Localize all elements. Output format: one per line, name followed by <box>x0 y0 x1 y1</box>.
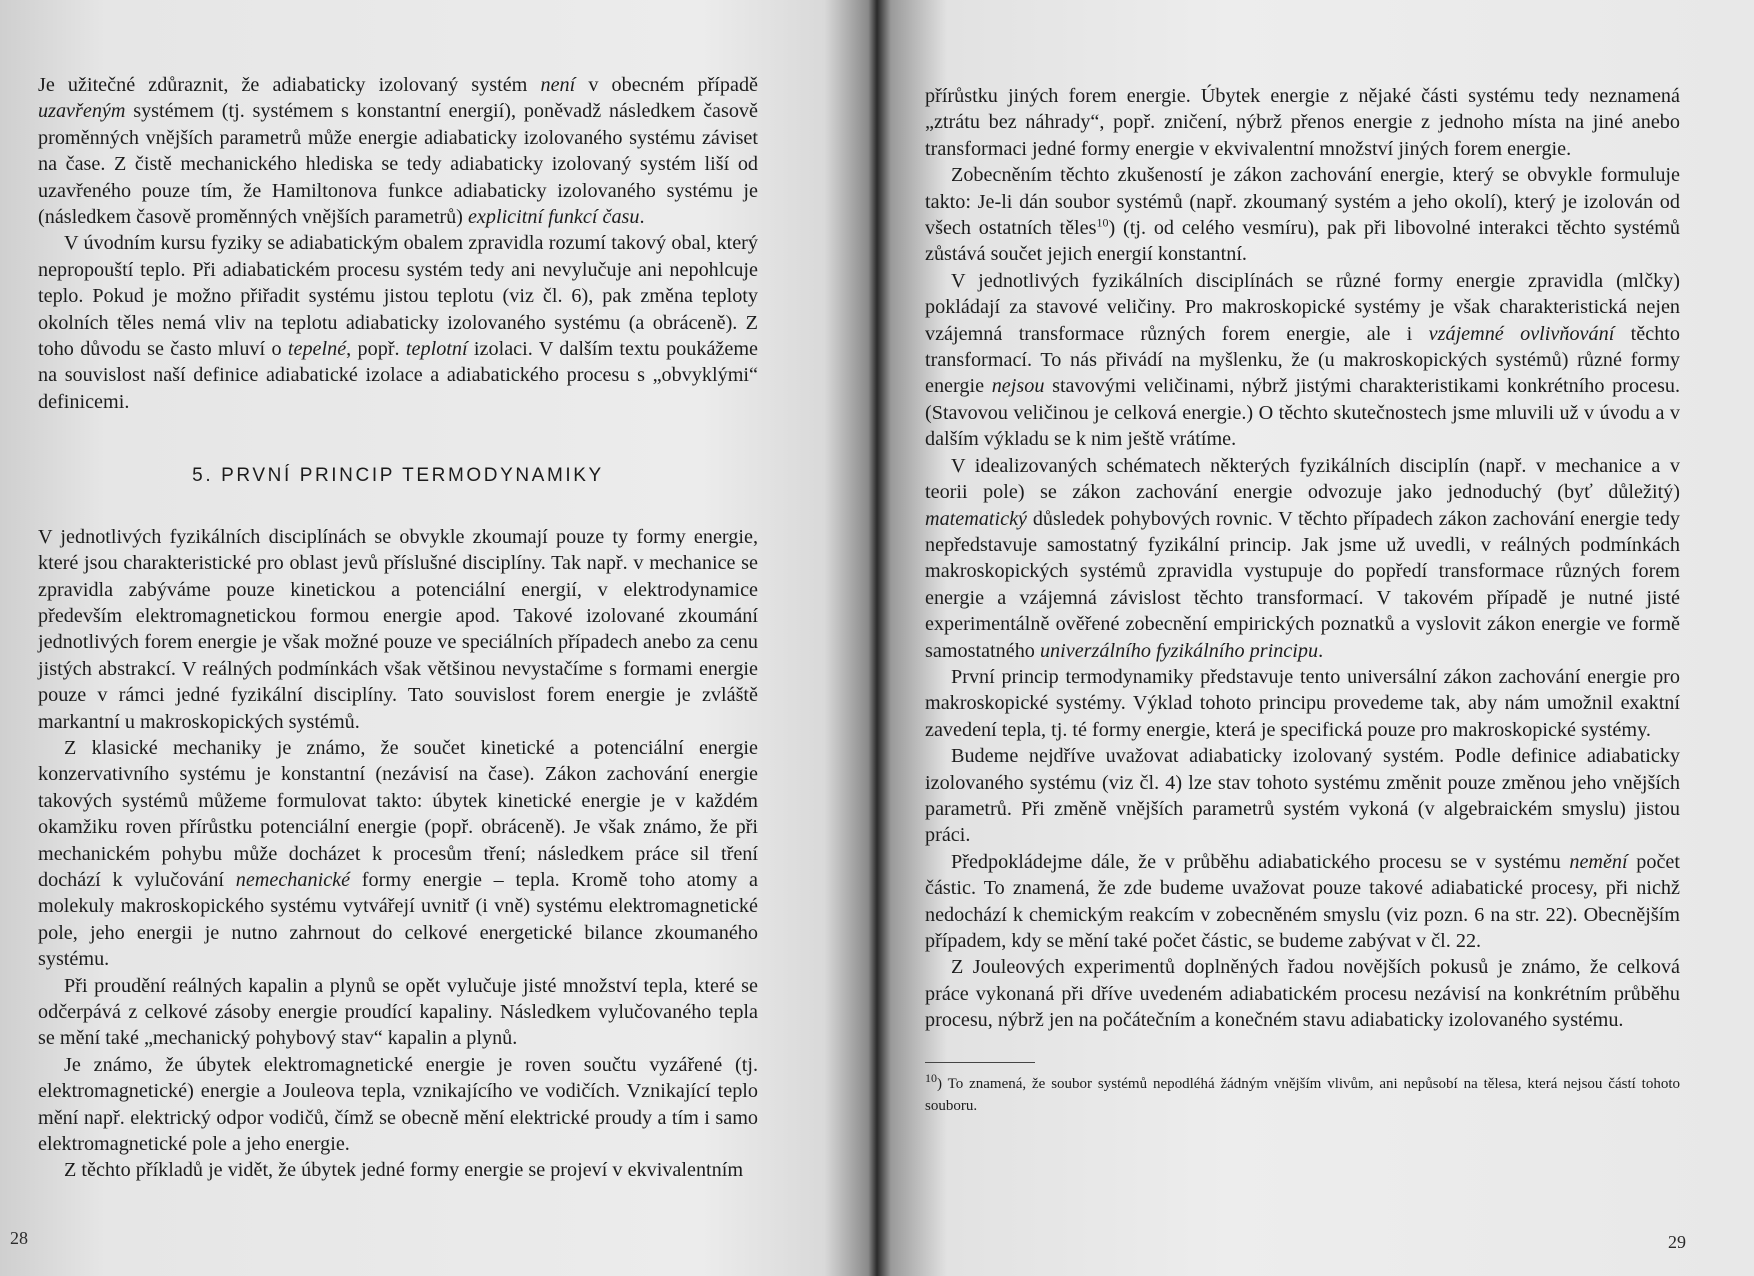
emphasis-text: není <box>540 74 576 96</box>
text-run: Budeme nejdříve uvažovat adiabaticky izolovaný systém. Podle definice adiabaticky izolovaného systému (viz čl. 4) lze stav tohoto systému změnit pouze změnou jeho vnějších parametrů. Při změně vnějších parametrů systém vykoná (v algebraickém smyslu) jistou práci. <box>925 745 1680 847</box>
text-run: V jednotlivých fyzikálních disciplínách se různé formy energie zpravidla (mlčky) pokládají za stavové veličiny. Pro makroskopické systémy je však charakteristická nejen vzájemná transformace různých forem energie, ale i <box>925 269 1680 345</box>
paragraph <box>925 268 1680 453</box>
text-run: ) (tj. od celého vesmíru), pak při libovolné interakci těchto systémů zůstává součet jejich energií konstantní. <box>925 217 1680 266</box>
footnote-marker: 10 <box>925 1070 937 1085</box>
text-run: V idealizovaných schématech některých fyzikálních disciplín (např. v mechanice a v teorii pole) se zákon zachování energie odvozuje jako jednoduchý (byť důležitý) <box>925 454 1680 504</box>
emphasis-text: matematický <box>925 507 1028 530</box>
paragraph <box>38 1052 758 1158</box>
paragraph <box>38 72 758 230</box>
text-run: Z klasické mechaniky je známo, že součet kinetické a potenciální energie konzervativního systému je konstantní (nezávisí na čase). Zákon zachování energie takových systémů můžeme formulovat takto: úbytek kinetické energie je v každém okamžiku roven přírůstku potenciální energie (popř. obráceně). Je však známo, že při mechanickém pohybu může docházet k procesům tření; následkem práce sil tření dochází k vylučování <box>38 736 758 891</box>
paragraph <box>925 954 1680 1033</box>
text-run: Zobecněním těchto zkušeností je zákon zachování energie, který se obvykle formuluje takto: Je-li dán soubor systémů (např. zkoumaný systém a jeho okolí), který je izolován od všech ostatních těles <box>925 164 1680 240</box>
text-run: počet částic. To znamená, že zde budeme uvažovat pouze takové adiabatické procesy, při nichž nedochází k chemickým reakcím v zobecněném smyslu (viz pozn. 6 na str. 22). Obecnějším případem, kdy se mění také počet částic, se budeme zabývat v čl. 22. <box>925 850 1680 952</box>
text-run: . <box>1318 639 1324 662</box>
footnote-marker: 10 <box>1096 215 1109 230</box>
text-run: Z těchto příkladů je vidět, že úbytek jedné formy energie se projeví v ekvivalentním <box>64 1159 744 1182</box>
text-run: Z Jouleových experimentů doplněných řadou novějších pokusů je známo, že celková práce vykonaná při dříve uvedeném adiabatickém procesu nezávisí na konkrétním průběhu procesu, nýbrž jen na počátečním a konečném stavu adiabaticky izolovaného systému. <box>925 956 1680 1032</box>
page-number-left: 28 <box>10 1228 28 1248</box>
text-run: důsledek pohybových rovnic. V těchto případech zákon zachování energie tedy nepředstavuje samostatný fyzikální princip. Jak jsme už uvedli, v reálných podmínkách makroskopických systémů zpravidla vystupuje do popředí transformace různých forem energie a vzájemná závislost těchto transformací. V takovém případě je nutné jisté experimentálně ověřené zobecnění empirických poznatků a vyslovit zákon energie ve formě samostatného <box>925 507 1680 662</box>
section-heading: 5. PRVNÍ PRINCIP TERMODYNAMIKY <box>192 465 604 487</box>
paragraph <box>925 162 1680 268</box>
left-page <box>0 0 860 1276</box>
paragraph <box>38 973 758 1052</box>
right-page <box>880 0 1754 1276</box>
emphasis-text: teplotní <box>405 338 468 361</box>
text-run: Je užitečné zdůraznit, že adiabaticky izolovaný systém <box>38 74 541 96</box>
text-run: izolaci. V dalším textu poukážeme na souvislost naší definice adiabatické izolace a adiabatického procesu s „obvyklými“ definicemi. <box>38 338 759 413</box>
text-run: , popř. <box>346 338 406 361</box>
paragraph <box>38 230 758 415</box>
paragraph <box>925 849 1680 955</box>
text-run: Předpokládejme dále, že v průběhu adiabatického procesu se v systému <box>951 850 1570 873</box>
text-run: V úvodním kursu fyziky se adiabatickým obalem zpravidla rozumí takový obal, který nepropouští teplo. Při adiabatickém procesu systém tedy ani nevylučuje ani nepohlcuje teplo. Pokud je možno přiřadit systému jistou teplotu (viz čl. 6), pak změna teploty okolních těles nemá vliv na teplotu adiabaticky izolovaného systému (a obráceně). Z toho důvodu se často mluví o <box>38 232 758 361</box>
text-run: v obecném případě <box>575 74 759 96</box>
footnote <box>925 1070 1680 1117</box>
text-run: přírůstku jiných forem energie. Úbytek energie z nějaké části systému tedy neznamená „ztrátu bez náhrady“, popř. zničení, nýbrž přenos energie z jednoho místa na jiné anebo transformaci jedné formy energie v ekvivalentní množství jiných forem energie. <box>925 85 1680 160</box>
footnote-divider <box>925 1062 1035 1063</box>
emphasis-text: tepelné <box>287 338 347 361</box>
paragraph <box>925 453 1680 664</box>
left-top-paragraphs <box>38 72 758 415</box>
text-run: ) To znamená, že soubor systémů nepodléhá žádným vnějším vlivům, ani nepůsobí na tělesa, která nejsou částí tohoto souboru. <box>925 1075 1680 1114</box>
emphasis-text: nemechanické <box>235 868 351 891</box>
emphasis-text: uzavřeným <box>38 100 126 123</box>
text-run: systémem (tj. systémem s konstantní energií), poněvadž následkem časově proměnných vnějších parametrů může energie adiabaticky izolovaného systému záviset na čase. Z čistě mechanického hlediska se tedy adiabaticky izolovaný systém liší od uzavřeného pouze tím, že Hamiltonova funkce adiabaticky izolovaného systému je (následkem časově proměnných vnějších parametrů) <box>38 100 758 229</box>
left-page-text <box>38 72 758 1184</box>
paragraph <box>38 1157 758 1183</box>
paragraph <box>925 743 1680 849</box>
text-run: formy energie – tepla. Kromě toho atomy a molekuly makroskopického systému vytvářejí uvnitř (i vně) systému elektromagnetické pole, jeho energii je nutno zahrnout do celkové energetické bilance zkoumaného systému. <box>38 868 758 971</box>
text-run: Při proudění reálných kapalin a plynů se opět vylučuje jisté množství tepla, které se odčerpává z celkové zásoby energie proudící kapaliny. Následkem vylučovaného tepla se mění také „mechanický pohybový stav“ kapalin a plynů. <box>38 974 758 1050</box>
text-run: Je známo, že úbytek elektromagnetické energie je roven součtu vyzářené (tj. elektromagnetické) energie a Jouleova tepla, vznikajícího ve vodičích. Vznikající teplo mění např. elektrický odpor vodičů, čímž se obecně mění elektrické proudy a tím i samo elektromagnetické pole a jeho energie. <box>38 1053 758 1156</box>
text-run: těchto transformací. To nás přivádí na myšlenku, že (u makroskopických systémů) různé formy energie <box>925 322 1680 398</box>
text-run: stavovými veličinami, nýbrž jistými charakteristikami konkrétního procesu. (Stavovou veličinou je celková energie.) O těchto skutečnostech jsme mluvili už v úvodu a v dalším výkladu se k nim ještě vrátíme. <box>925 375 1680 451</box>
emphasis-text: univerzálního fyzikálního principu <box>1039 639 1319 662</box>
emphasis-text: explicitní funkcí času <box>467 206 640 229</box>
emphasis-text: nemění <box>1569 850 1628 873</box>
paragraph <box>38 735 758 973</box>
page-number-right: 29 <box>1668 1232 1686 1252</box>
paragraph <box>925 664 1680 743</box>
left-bottom-paragraphs <box>38 524 758 1184</box>
emphasis-text: nejsou <box>991 375 1045 398</box>
paragraph <box>38 524 758 735</box>
emphasis-text: vzájemné ovlivňování <box>1428 322 1615 345</box>
paragraph <box>925 83 1680 162</box>
text-run: V jednotlivých fyzikálních disciplínách se obvykle zkoumají pouze ty formy energie, které jsou charakteristické pro oblast jevů příslušné disciplíny. Tak např. v mechanice se zpravidla zabýváme pouze kinetickou a potenciální energií, v elektrodynamice především elektromagnetickou formou energie apod. Takové izolované zkoumání jednotlivých forem energie je však možné pouze ve speciálních případech anebo za cenu jistých abstrakcí. V reálných podmínkách však většinou nevystačíme s formami energie pouze v rámci jedné fyzikální disciplíny. Tato souvislost forem energie je zvláště markantní u makroskopických systémů. <box>38 525 758 733</box>
right-page-text <box>925 83 1680 1034</box>
text-run: První princip termodynamiky představuje tento universální zákon zachování energie pro makroskopické systémy. Výklad tohoto principu provedeme tak, aby nám umožnil exaktní zavedení tepla, tj. té formy energie, která je specifická pouze pro makroskopické systémy. <box>925 665 1680 741</box>
text-run: . <box>639 206 645 229</box>
